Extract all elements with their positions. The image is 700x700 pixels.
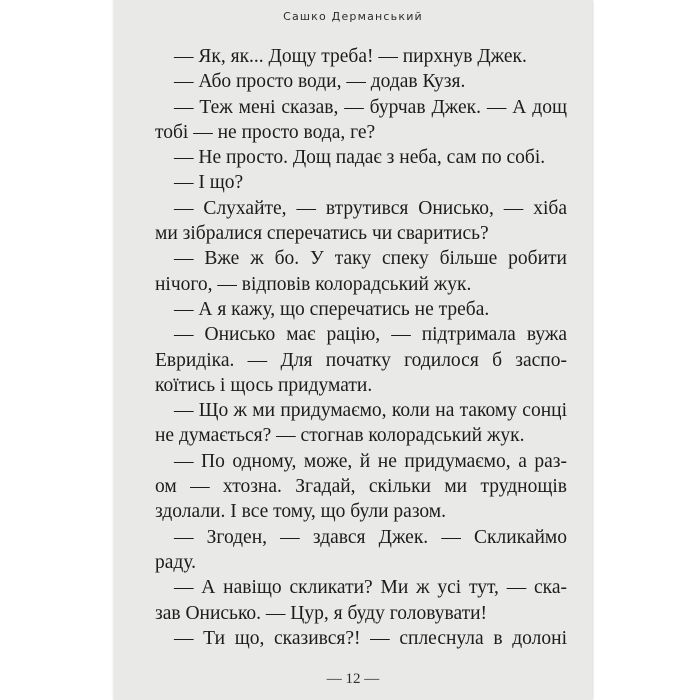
text-line: — Згоден, — здався Джек. — Скликаймо: [174, 526, 567, 548]
text-line: коїтись і щось придумати.: [155, 374, 373, 396]
text-line: Евридіка. — Для початку годилося б заспо-: [155, 349, 567, 371]
text-line: — Вже ж бо. У таку спеку більше робити: [174, 248, 567, 270]
text-line: — Ти що, сказився?! — сплеснула в долоні: [174, 627, 567, 649]
page-body-text: [155, 44, 567, 651]
text-line: — По одному, може, й не придумаємо, а раз-: [174, 450, 567, 472]
text-line: — Онисько має рацію, — підтримала вужа: [174, 324, 567, 346]
text-line: нічого, — відповів колорадський жук.: [155, 273, 472, 295]
text-line: не думається? — стогнав колорадський жук.: [155, 425, 525, 447]
text-line: — А я кажу, що сперечатись не треба.: [174, 298, 490, 320]
text-line: — Не просто. Дощ падає з неба, сам по собі.: [174, 147, 546, 169]
text-line: — Теж мені сказав, — бурчав Джек. — А дощ: [174, 96, 567, 118]
text-line: — Що ж ми придумаємо, коли на такому сонці: [174, 400, 567, 422]
text-line: ми зібралися сперечатись чи сваритись?: [155, 223, 489, 245]
book-page: [114, 0, 592, 700]
text-line: тобі — не просто вода, ге?: [155, 121, 376, 143]
text-line: — Слухайте, — втрутився Онисько, — хіба: [174, 197, 567, 219]
text-line: — І що?: [174, 172, 244, 194]
running-header: Сашко Дерманський: [283, 10, 423, 23]
text-line: ом — хтозна. Згадай, скільки ми труднощів: [155, 476, 567, 498]
text-line: — Як, як... Дощу треба! — пирхнув Джек.: [174, 46, 527, 67]
text-line: — А навіщо скликати? Ми ж усі тут, — ска-: [174, 577, 567, 599]
text-line: — Або просто води, — додав Кузя.: [174, 71, 466, 93]
text-line: зав Онисько. — Цур, я буду головувати!: [155, 602, 488, 624]
text-line: раду.: [155, 551, 196, 573]
page-number: — 12 —: [326, 671, 380, 687]
text-line: здолали. І все тому, що були разом.: [155, 501, 446, 523]
